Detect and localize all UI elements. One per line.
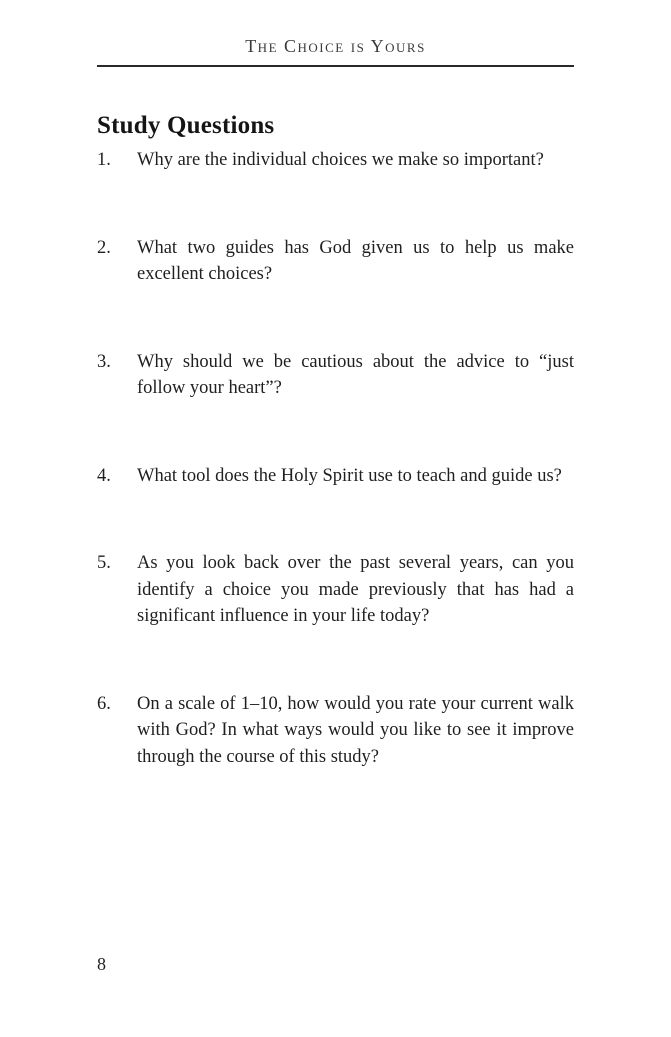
page-header	[97, 0, 574, 67]
question-text: Why should we be cautious about the advice to “just follow your heart”?	[137, 351, 574, 398]
question-text: What two guides has God given us to help us make excellent choices?	[137, 237, 574, 284]
question-number: 5.	[97, 553, 111, 573]
section-heading: Study Questions	[97, 112, 275, 139]
question-text: On a scale of 1–10, how would you rate your current walk with God? In what ways would you like to see it improve through the course of this study?	[137, 693, 574, 767]
question-item	[97, 691, 574, 771]
question-text: As you look back over the past several years, can you identify a choice you made previously that has had a significant influence in your life today?	[137, 553, 574, 626]
question-item	[97, 550, 574, 630]
question-text: Why are the individual choices we make so important?	[137, 150, 544, 170]
question-number: 2.	[97, 237, 111, 258]
question-item	[97, 349, 574, 402]
question-number: 4.	[97, 465, 111, 486]
page-number: 8	[97, 954, 106, 974]
running-head-title: The Choice is Yours	[245, 36, 426, 56]
study-questions-list	[97, 147, 574, 770]
question-item	[97, 235, 574, 288]
page-content	[97, 112, 574, 770]
question-number: 3.	[97, 351, 111, 372]
question-text: What tool does the Holy Spirit use to teach and guide us?	[137, 465, 562, 486]
question-item	[97, 463, 574, 490]
question-number: 1.	[97, 150, 111, 170]
question-number: 6.	[97, 693, 111, 714]
question-item	[97, 147, 574, 174]
